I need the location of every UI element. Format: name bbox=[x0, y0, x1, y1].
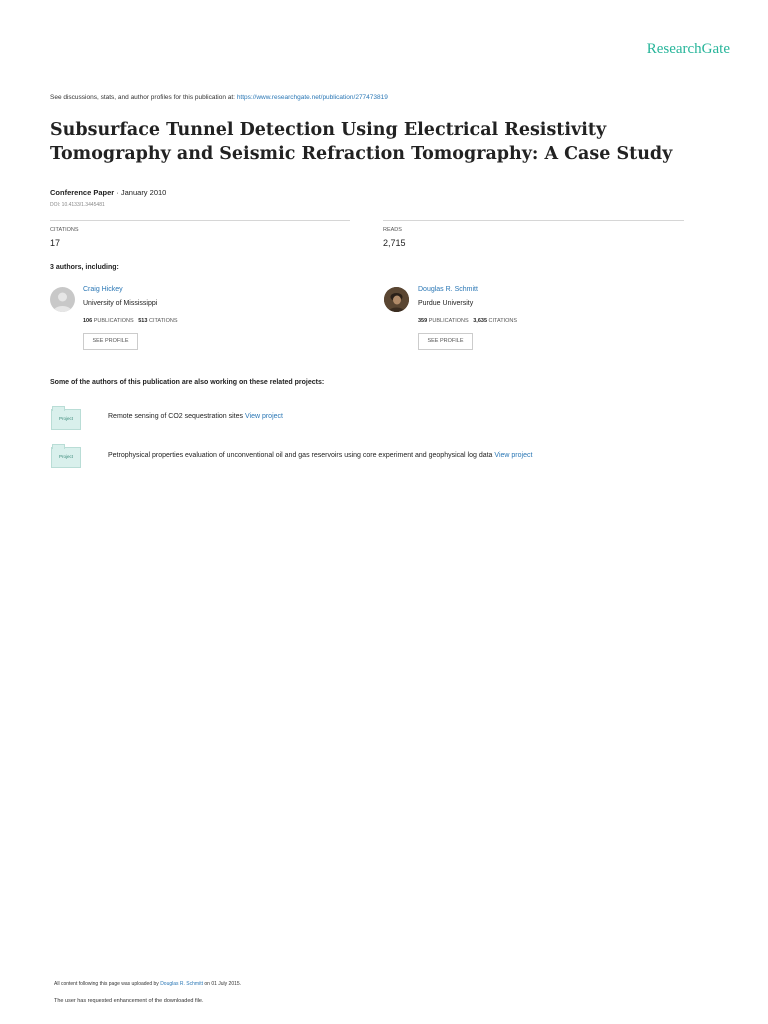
discussion-text: See discussions, stats, and author profiles for this publication at: bbox=[50, 94, 235, 101]
author-publications-count: 359 bbox=[418, 318, 428, 324]
authors-heading: 3 authors, including: bbox=[50, 264, 119, 271]
see-profile-button[interactable]: SEE PROFILE bbox=[83, 333, 138, 350]
related-projects-heading: Some of the authors of this publication are also working on these related projects: bbox=[50, 379, 325, 386]
project-title: Remote sensing of CO2 sequestration sites bbox=[108, 413, 244, 420]
project-item bbox=[108, 452, 532, 459]
divider-reads bbox=[383, 220, 684, 221]
citations-label: CITATIONS bbox=[50, 227, 79, 233]
author-stats bbox=[418, 318, 517, 324]
citations-value: 17 bbox=[50, 238, 61, 248]
project-icon-label: Project bbox=[58, 416, 73, 421]
user-placeholder-icon bbox=[50, 287, 75, 312]
upload-prefix: All content following this page was uploaded by bbox=[54, 981, 159, 987]
uploader-link[interactable]: Douglas R. Schmitt bbox=[160, 981, 203, 987]
project-folder-icon bbox=[51, 447, 81, 468]
reads-label: READS bbox=[383, 227, 402, 233]
see-profile-button[interactable]: SEE PROFILE bbox=[418, 333, 473, 350]
paper-date: · January 2010 bbox=[116, 188, 167, 197]
paper-doi: DOI: 10.4133/1.3445481 bbox=[50, 202, 105, 208]
author-institution: Purdue University bbox=[418, 300, 474, 307]
paper-type-line bbox=[50, 188, 166, 197]
view-project-link[interactable]: View project bbox=[494, 452, 533, 459]
author-avatar[interactable] bbox=[50, 287, 75, 312]
author-citations-count: 513 bbox=[138, 318, 148, 324]
author-name[interactable]: Craig Hickey bbox=[83, 286, 123, 293]
project-item bbox=[108, 413, 283, 420]
project-title: Petrophysical properties evaluation of unconventional oil and gas reservoirs using core experiment and geophysical log data bbox=[108, 452, 493, 459]
author-institution: University of Mississippi bbox=[83, 300, 158, 307]
reads-value: 2,715 bbox=[383, 238, 406, 248]
project-icon-label: Project bbox=[58, 454, 73, 459]
author-stats bbox=[83, 318, 178, 324]
view-project-link[interactable]: View project bbox=[244, 413, 283, 420]
enhancement-note: The user has requested enhancement of the downloaded file. bbox=[54, 998, 204, 1004]
publication-link[interactable]: https://www.researchgate.net/publication/277473819 bbox=[236, 94, 388, 101]
project-folder-icon bbox=[51, 409, 81, 430]
author-publications-count: 106 bbox=[83, 318, 93, 324]
author-citations-label: CITATIONS bbox=[148, 318, 178, 324]
upload-suffix: on 01 July 2015. bbox=[204, 981, 242, 987]
author-publications-label: PUBLICATIONS bbox=[428, 318, 469, 324]
author-citations-count: 3,635 bbox=[473, 318, 488, 324]
discussion-notice bbox=[50, 94, 388, 101]
author-photo-icon bbox=[384, 287, 409, 312]
divider-citations bbox=[50, 220, 350, 221]
upload-notice bbox=[54, 981, 241, 987]
author-name[interactable]: Douglas R. Schmitt bbox=[418, 286, 478, 293]
paper-title: Subsurface Tunnel Detection Using Electrical Resistivity Tomography and Seismic Refraction Tomography: A Case Study bbox=[50, 120, 673, 164]
author-publications-label: PUBLICATIONS bbox=[93, 318, 134, 324]
researchgate-logo[interactable]: ResearchGate bbox=[646, 41, 730, 57]
author-citations-label: CITATIONS bbox=[488, 318, 518, 324]
paper-type: Conference Paper bbox=[50, 188, 115, 197]
author-avatar[interactable] bbox=[384, 287, 409, 312]
